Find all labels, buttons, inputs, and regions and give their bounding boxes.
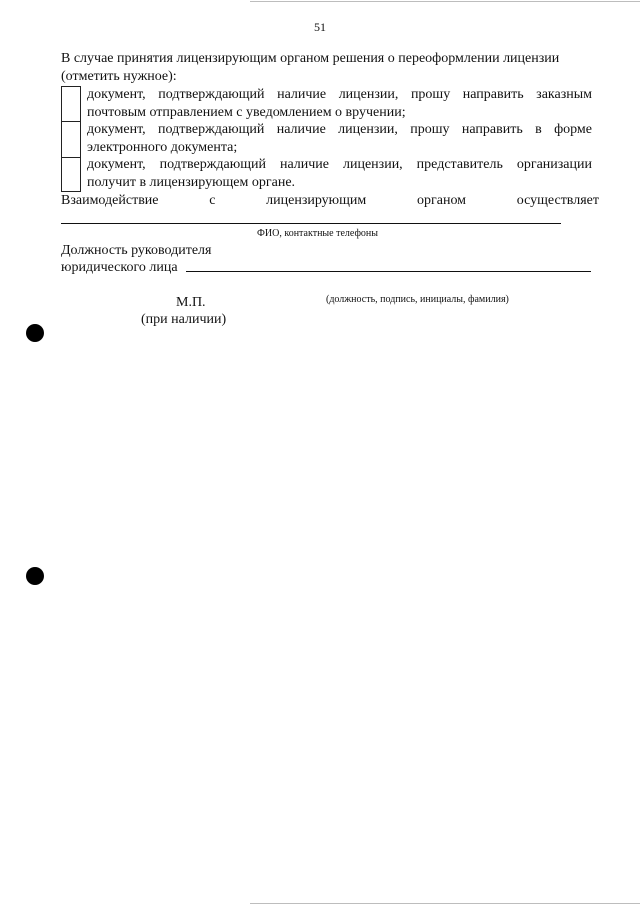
- manager-position-line-1: Должность руководителя: [61, 243, 212, 258]
- option-3-line-2: получит в лицензирующем органе.: [87, 175, 296, 190]
- option-2-line-1: документ, подтверждающий наличие лицензии, прошу направить в форме: [87, 122, 592, 137]
- checkbox-option-electronic[interactable]: [61, 120, 81, 156]
- signature-line[interactable]: [186, 271, 591, 272]
- intro-line-1: В случае принятия лицензирующим органом решения о переоформлении лицензии: [61, 51, 560, 66]
- stamp-label: М.П.: [176, 295, 206, 310]
- signature-caption: (должность, подпись, инициалы, фамилия): [326, 294, 509, 305]
- stamp-note: (при наличии): [141, 312, 227, 327]
- checkbox-option-mail[interactable]: [61, 86, 81, 120]
- interaction-text: Взаимодействие с лицензирующим органом осуществляет: [61, 193, 599, 208]
- page-number: 51: [314, 20, 326, 34]
- fio-caption: ФИО, контактные телефоны: [257, 228, 378, 239]
- intro-line-2: (отметить нужное):: [61, 69, 177, 84]
- punch-hole-mark: [26, 324, 44, 342]
- scan-edge-top: [250, 1, 640, 2]
- option-3-line-1: документ, подтверждающий наличие лицензии, представитель организации: [87, 157, 592, 172]
- punch-hole-mark: [26, 567, 44, 585]
- option-2-line-2: электронного документа;: [87, 140, 238, 155]
- manager-position-line-2: юридического лица: [61, 260, 178, 275]
- scan-edge-bottom: [250, 903, 640, 904]
- option-1-line-2: почтовым отправлением с уведомлением о вручении;: [87, 105, 406, 120]
- fio-line[interactable]: [61, 223, 561, 224]
- option-1-line-1: документ, подтверждающий наличие лицензии, прошу направить заказным: [87, 87, 592, 102]
- checkbox-option-in-person[interactable]: [61, 156, 81, 192]
